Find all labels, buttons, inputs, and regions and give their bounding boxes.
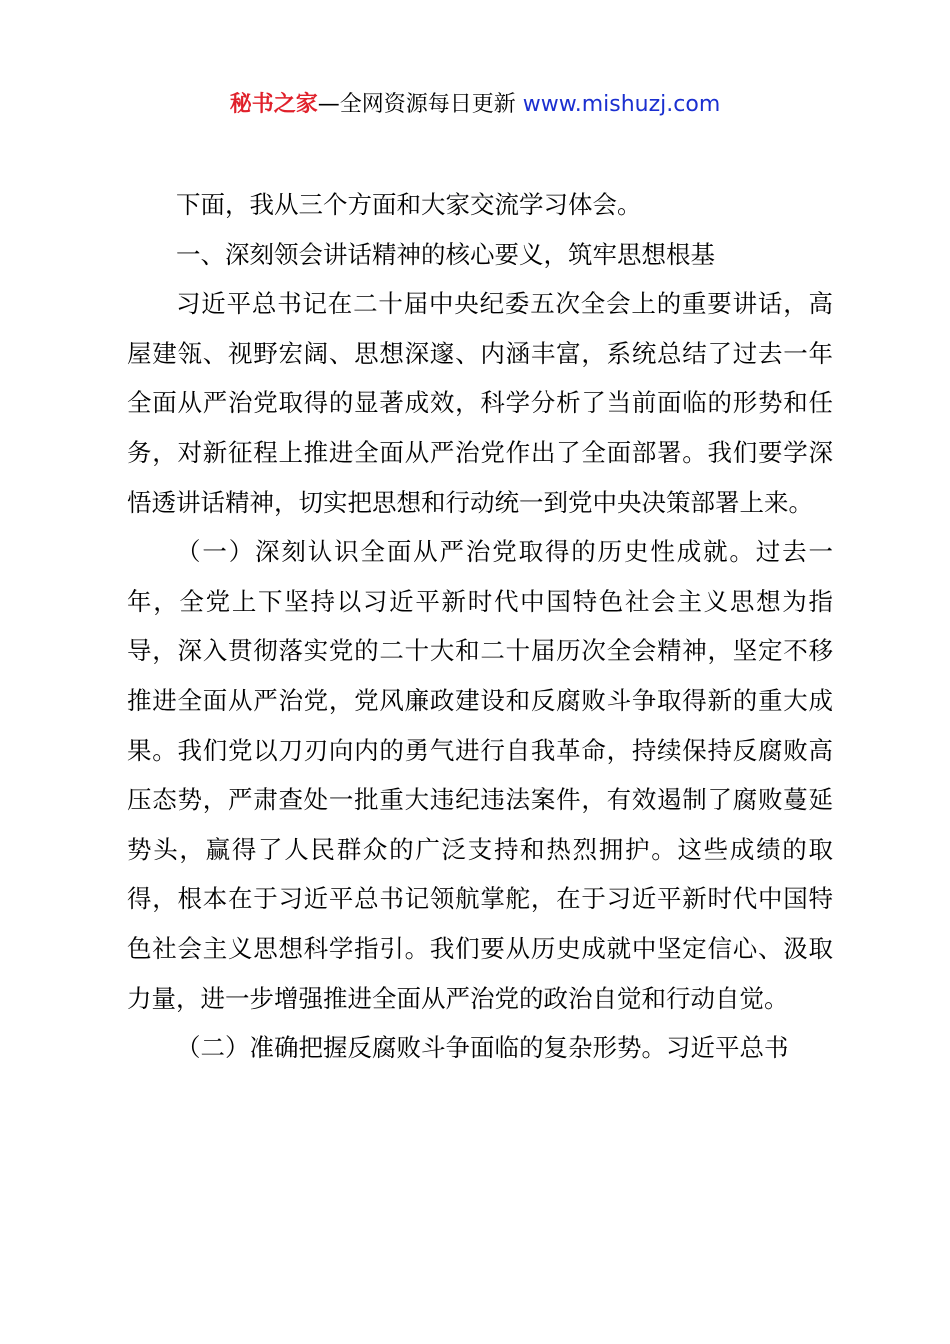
site-url-link[interactable]: www.mishuzj.com — [522, 92, 721, 117]
paragraph-speech-summary: 习近平总书记在二十届中央纪委五次全会上的重要讲话，高屋建瓴、视野宏阔、思想深邃、内涵丰富，系统总结了过去一年全面从严治党取得的显著成效，科学分析了当前面临的形势和任务，对新征程上推进全面从严治党作出了全面部署。我们要学深悟透讲话精神，切实把思想和行动统一到党中央决策部署上来。 — [127, 289, 833, 517]
section-heading-1: 一、深刻领会讲话精神的核心要义，筑牢思想根基 — [176, 239, 715, 269]
paragraph-subsection-1: （一）深刻认识全面从严治党取得的历史性成就。过去一年，全党上下坚持以习近平新时代中国特色社会主义思想为指导，深入贯彻落实党的二十大和二十届历次全会精神，坚定不移推进全面从严治党，党风廉政建设和反腐败斗争取得新的重大成果。我们党以刀刃向内的勇气进行自我革命，持续保持反腐败高压态势，严肃查处一批重大违纪违法案件，有效遏制了腐败蔓延势头，赢得了人民群众的广泛支持和热烈拥护。这些成绩的取得，根本在于习近平总书记领航掌舵，在于习近平新时代中国特色社会主义思想科学指引。我们要从历史成就中坚定信心、汲取力量，进一步增强推进全面从严治党的政治自觉和行动自觉。 — [127, 537, 833, 1013]
document-body — [127, 180, 833, 1073]
paragraph-subsection-2: （二）准确把握反腐败斗争面临的复杂形势。习近平总书 — [176, 1033, 789, 1063]
header-tagline: —全网资源每日更新 — [317, 92, 523, 117]
site-header — [0, 88, 950, 122]
paragraph-intro: 下面，我从三个方面和大家交流学习体会。 — [176, 190, 642, 219]
brand-name: 秘书之家 — [229, 92, 318, 117]
